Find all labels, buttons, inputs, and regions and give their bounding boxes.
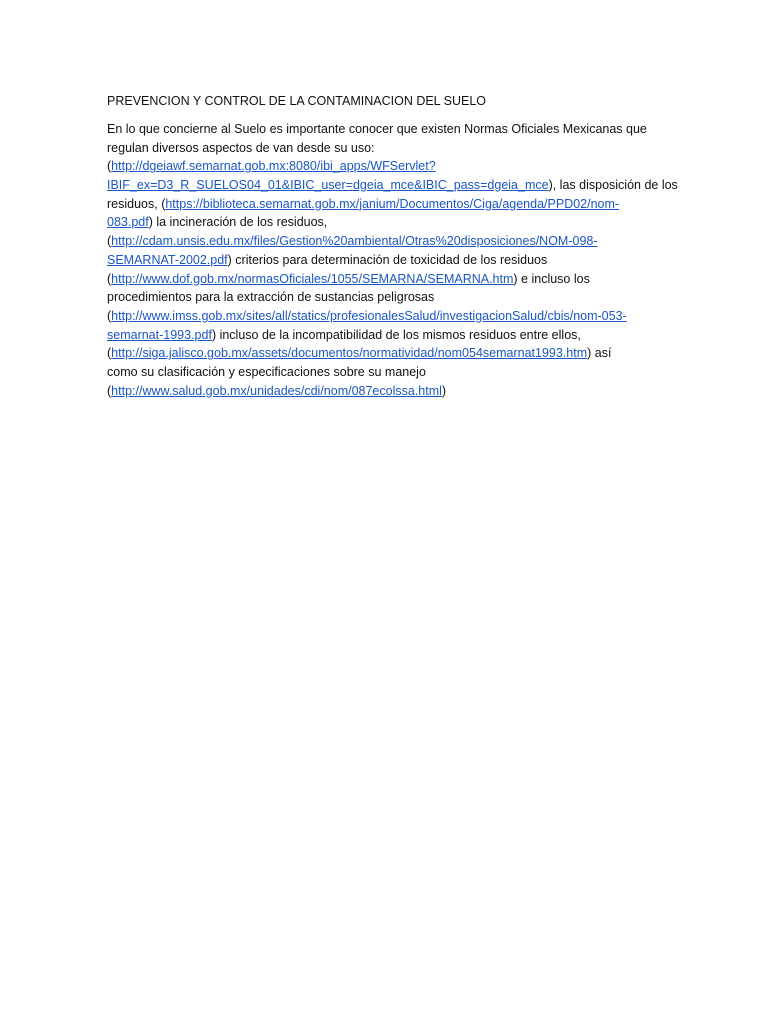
body-line [107,232,678,251]
line-text: ) así [587,346,612,361]
hyperlink[interactable]: 083.pdf [107,215,149,230]
line-text: En lo que concierne al Suelo es importante conocer que existen Normas Oficiales Mexicanas que [107,122,647,136]
line-text: ( [107,346,112,361]
body-line [107,307,678,326]
line-text: ) la incineración de los residuos, [148,215,328,230]
body-line [107,363,678,382]
body-line [107,288,678,307]
hyperlink[interactable]: IBIF_ex=D3_R_SUELOS04_01&IBIC_user=dgeia_mce&IBIC_pass=dgeia_mce [107,178,549,193]
body-line [107,344,678,363]
body-line [107,270,678,289]
hyperlink[interactable]: http://dgeiawf.semarnat.gob.mx:8080/ibi_apps/WFServlet? [111,159,436,174]
hyperlink[interactable]: SEMARNAT-2002.pdf [107,252,228,267]
line-text: ) criterios para determinación de toxicidad de los residuos [227,252,548,267]
line-text: procedimientos para la extracción de sustancias peligrosas [107,290,435,305]
line-text: ( [107,383,112,398]
hyperlink[interactable]: semarnat-1993.pdf [107,327,212,342]
body-line [107,176,678,195]
line-text: ) [441,383,447,398]
body-line [107,120,678,139]
body-line [107,213,678,232]
line-text: ) incluso de la incompatibilidad de los mismos residuos entre ellos, [211,327,581,342]
line-text: como su clasificación y especificaciones sobre su manejo [107,364,426,379]
line-text: ( [107,308,112,323]
line-text: ( [107,159,112,174]
hyperlink[interactable]: http://www.dof.gob.mx/normasOficiales/1055/SEMARNA/SEMARNA.htm [111,271,514,286]
body-line [107,382,678,401]
hyperlink[interactable]: http://cdam.unsis.edu.mx/files/Gestion%20ambiental/Otras%20disposiciones/NOM-098- [111,234,598,249]
hyperlink[interactable]: http://siga.jalisco.gob.mx/assets/documentos/normatividad/nom054semarnat1993.htm [111,346,588,361]
body-line [107,157,678,176]
hyperlink[interactable]: http://www.salud.gob.mx/unidades/cdi/nom/087ecolssa.html [111,383,442,398]
line-text: ) e incluso los [513,271,590,286]
line-text: ), las disposición de los [548,178,678,193]
line-text: residuos, ( [107,196,166,211]
body-line [107,139,678,158]
document-title: PREVENCION Y CONTROL DE LA CONTAMINACION DEL SUELO [107,94,487,108]
line-text: regulan diversos aspectos de van desde su uso: [107,140,375,155]
line-text: ( [107,271,112,286]
body-line [107,251,678,270]
hyperlink[interactable]: http://www.imss.gob.mx/sites/all/statics/profesionalesSalud/investigacionSalud/cbis/nom-053- [111,308,627,323]
body-line [107,195,678,214]
body-line [107,326,678,345]
document-body [107,120,678,400]
hyperlink[interactable]: https://biblioteca.semarnat.gob.mx/janium/Documentos/Ciga/agenda/PPD02/nom- [165,196,620,211]
line-text: ( [107,234,112,249]
